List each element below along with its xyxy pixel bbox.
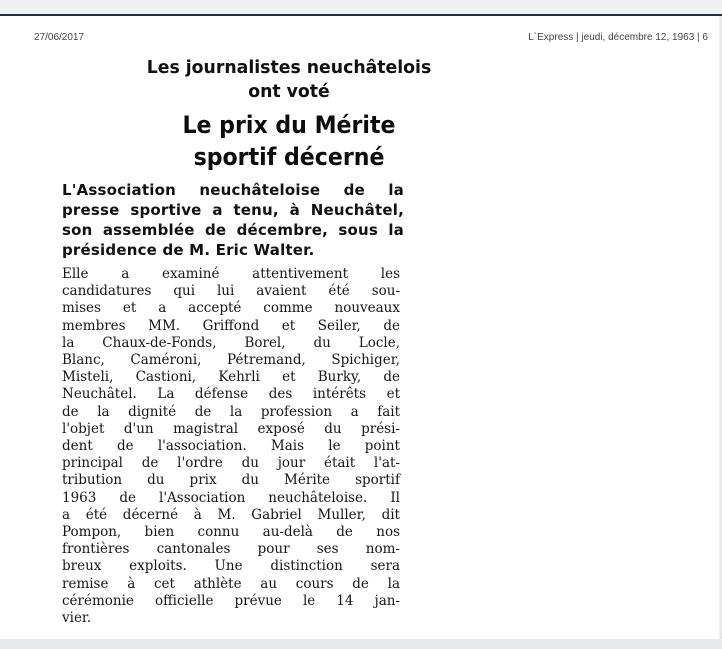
body-line: de la dignité de la profession a fait <box>62 403 400 420</box>
body-line: cérémonie officielle prévue le 14 jan- <box>62 592 400 609</box>
print-date: 27/06/2017 <box>34 32 85 43</box>
kicker-line: Les journalistes neuchâtelois <box>146 57 432 78</box>
source-citation: L`Express | jeudi, décembre 12, 1963 | 6 <box>528 32 708 43</box>
body-line: principal de l'ordre du jour était l'at- <box>62 455 400 472</box>
body-line: a été décerné à M. Gabriel Muller, dit <box>62 506 400 523</box>
lead-line: presse sportive a tenu, à Neuchâtel, <box>62 201 404 219</box>
body-line: dent de l'association. Mais le point <box>62 438 400 455</box>
body-line: Blanc, Caméroni, Pétremand, Spichiger, <box>62 352 400 369</box>
body-line: mises et a accepté comme nouveaux <box>62 300 400 317</box>
lead-line: présidence de M. Eric Walter. <box>62 241 315 259</box>
body-line: l'objet d'un magistral exposé du prési- <box>62 420 400 437</box>
lead-line: son assemblée de décembre, sous la <box>62 221 404 239</box>
body-line: membres MM. Griffond et Seiler, de <box>62 317 400 334</box>
body-line: Pompon, bien connu au-delà de nos <box>62 524 400 541</box>
body-line: vier. <box>62 610 92 627</box>
body-line: breux exploits. Une distinction sera <box>62 558 400 575</box>
headline-line: Le prix du Mérite <box>182 111 396 139</box>
body-line: Neuchâtel. La défense des intérêts et <box>62 386 400 403</box>
lead-line: L'Association neuchâteloise de la <box>62 181 404 199</box>
body-line: tribution du prix du Mérite sportif <box>62 472 400 489</box>
body-line: Elle a examiné attentivement les <box>62 266 400 282</box>
body-line: Misteli, Castioni, Kehrli et Burky, de <box>62 369 400 386</box>
body-line: 1963 de l'Association neuchâteloise. Il <box>62 489 400 506</box>
body-line: frontières cantonales pour ses nom- <box>62 541 400 558</box>
body-paragraph <box>62 266 400 627</box>
body-line: candidatures qui lui avaient été sou- <box>62 283 400 300</box>
body-line: remise à cet athlète au cours de la <box>62 575 400 592</box>
headline-line: sportif décerné <box>193 143 385 171</box>
lead-paragraph <box>62 180 404 260</box>
kicker-line: ont voté <box>248 81 330 102</box>
body-line: la Chaux-de-Fonds, Borel, du Locle, <box>62 334 400 351</box>
